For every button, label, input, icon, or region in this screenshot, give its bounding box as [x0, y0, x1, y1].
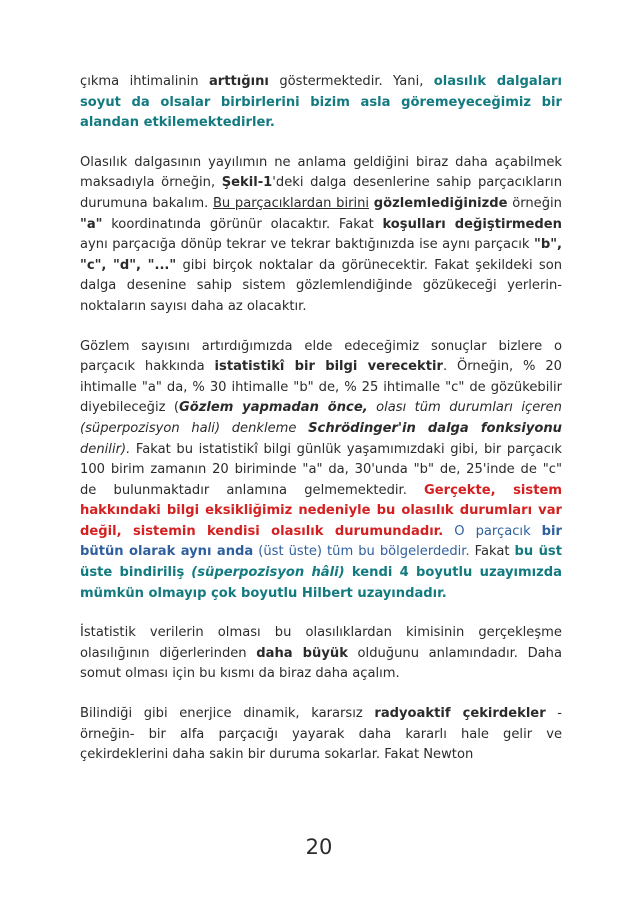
blue-run: parçacık	[475, 523, 531, 539]
bold-run: istatistikî bir bilgi verecektir	[214, 359, 443, 375]
blue-run: O	[443, 523, 476, 539]
text-run: 'deki dalga desenlerine sahip parçacıkların durumuna bakalım.	[80, 175, 562, 211]
text-run: koordinatında görünür olacaktır. Fakat	[102, 216, 383, 232]
text-run: İstatistik verilerin olması bu olasılıklardan kimisinin gerçekleşme olasılığının diğerlerinden	[80, 625, 562, 661]
text-run: - örneğin- bir alfa parçacığı yayarak daha kararlı hale gelir ve çekirdeklerini daha sakin bir duruma sokarlar. Fakat Newton	[80, 706, 563, 763]
bold-run: "b", "c", "d", "..."	[80, 237, 562, 273]
text-run: örneğin	[507, 195, 562, 211]
text-run: Bilindiği gibi enerjice dinamik, kararsız	[80, 706, 375, 722]
paragraph-1	[80, 72, 562, 134]
highlight-red-run: Gerçekte, sistem hakkındaki bilgi eksikliğimiz nedeniyle bu olasılık durumları var değil, sistemin kendisi olasılık durumundadır.	[80, 482, 562, 539]
text-run: Olasılık dalgasının yayılımın ne anlama geldiğini biraz daha açabilmek maksadıyla örneğin,	[80, 154, 562, 191]
bold-run: koşulları değiştirmeden	[382, 216, 562, 232]
text-run: Fakat	[469, 544, 515, 560]
text-run: olduğunu anlamındadır. Daha somut olması için bu kısmı da biraz daha açalım.	[80, 645, 563, 682]
paragraph-3	[80, 337, 562, 605]
bold-italic-run: Schrödinger'in dalga fonksiyonu	[308, 420, 562, 436]
bold-run: arttığını	[208, 74, 269, 89]
bold-run: gözlemlediğinizde	[373, 195, 508, 211]
highlight-teal-italic-run: (süperpozisyon hâli)	[191, 565, 345, 581]
paragraph-4	[80, 623, 562, 685]
page-body	[80, 72, 562, 785]
highlight-teal-run: kendi 4 boyutlu uzayımızda mümkün olmayıp çok boyutlu Hilbert uzayındadır.	[80, 565, 562, 601]
text-run: Gözlem sayısını artırdığımızda elde edeceğimiz sonuçlar bizlere o parçacık hakkında	[80, 338, 562, 375]
bold-run: daha büyük	[256, 645, 348, 661]
text-run: gibi birçok noktalar da görünecektir. Fakat şekildeki son dalga desenine sahip sistem gözlemlendiğinde gözükeceği yerlerin-noktaların sayısı daha az olacaktır.	[80, 257, 563, 314]
text-run	[531, 524, 542, 539]
bold-italic-run: Gözlem yapmadan önce,	[179, 400, 368, 416]
bold-run: Şekil-1	[221, 175, 273, 191]
text-run: göstermektedir. Yani,	[268, 74, 434, 89]
paragraph-5	[80, 704, 562, 766]
text-run: çıkma ihtimalinin	[80, 74, 209, 89]
text-run: . Örneğin, % 20 ihtimalle "a" da, % 30 ihtimalle "b" de, % 25 ihtimalle "c" de gözükebilir diyebileceğiz (	[80, 359, 562, 416]
highlight-teal-run: bu üst üste bindiriliş	[80, 544, 562, 581]
page-number: 20	[305, 835, 333, 859]
italic-run: olası tüm durumları içeren (süperpozisyon hali) denkleme	[80, 400, 562, 436]
text-run: Fakat bu istatistikî bilgi günlük yaşamımızdaki gibi, bir parçacık 100 birim zamanın 20 biriminde "a" da, 30'unda "b" de, 25'inde de "c" de bulunmaktadır anlamına gelmemektedir.	[80, 441, 562, 498]
text-run: aynı parçacığa dönüp tekrar ve tekrar baktığınızda ise aynı parçacık	[80, 237, 534, 253]
blue-run: (üst üste) tüm bu bölgelerdedir.	[253, 544, 470, 560]
bold-run: "a"	[80, 216, 103, 232]
bold-run: radyoaktif çekirdekler	[374, 706, 546, 722]
underlined-run: Bu parçacıklardan birini	[212, 195, 370, 211]
highlight-teal-run: olasılık dalgaları soyut da olsalar birbirlerini bizim asla göremeyeceğimiz bir alandan etkilemektedirler.	[80, 74, 562, 131]
paragraph-2	[80, 153, 562, 318]
bold-blue-run: bir bütün olarak aynı anda	[80, 523, 562, 560]
italic-run: denilir).	[80, 441, 131, 457]
